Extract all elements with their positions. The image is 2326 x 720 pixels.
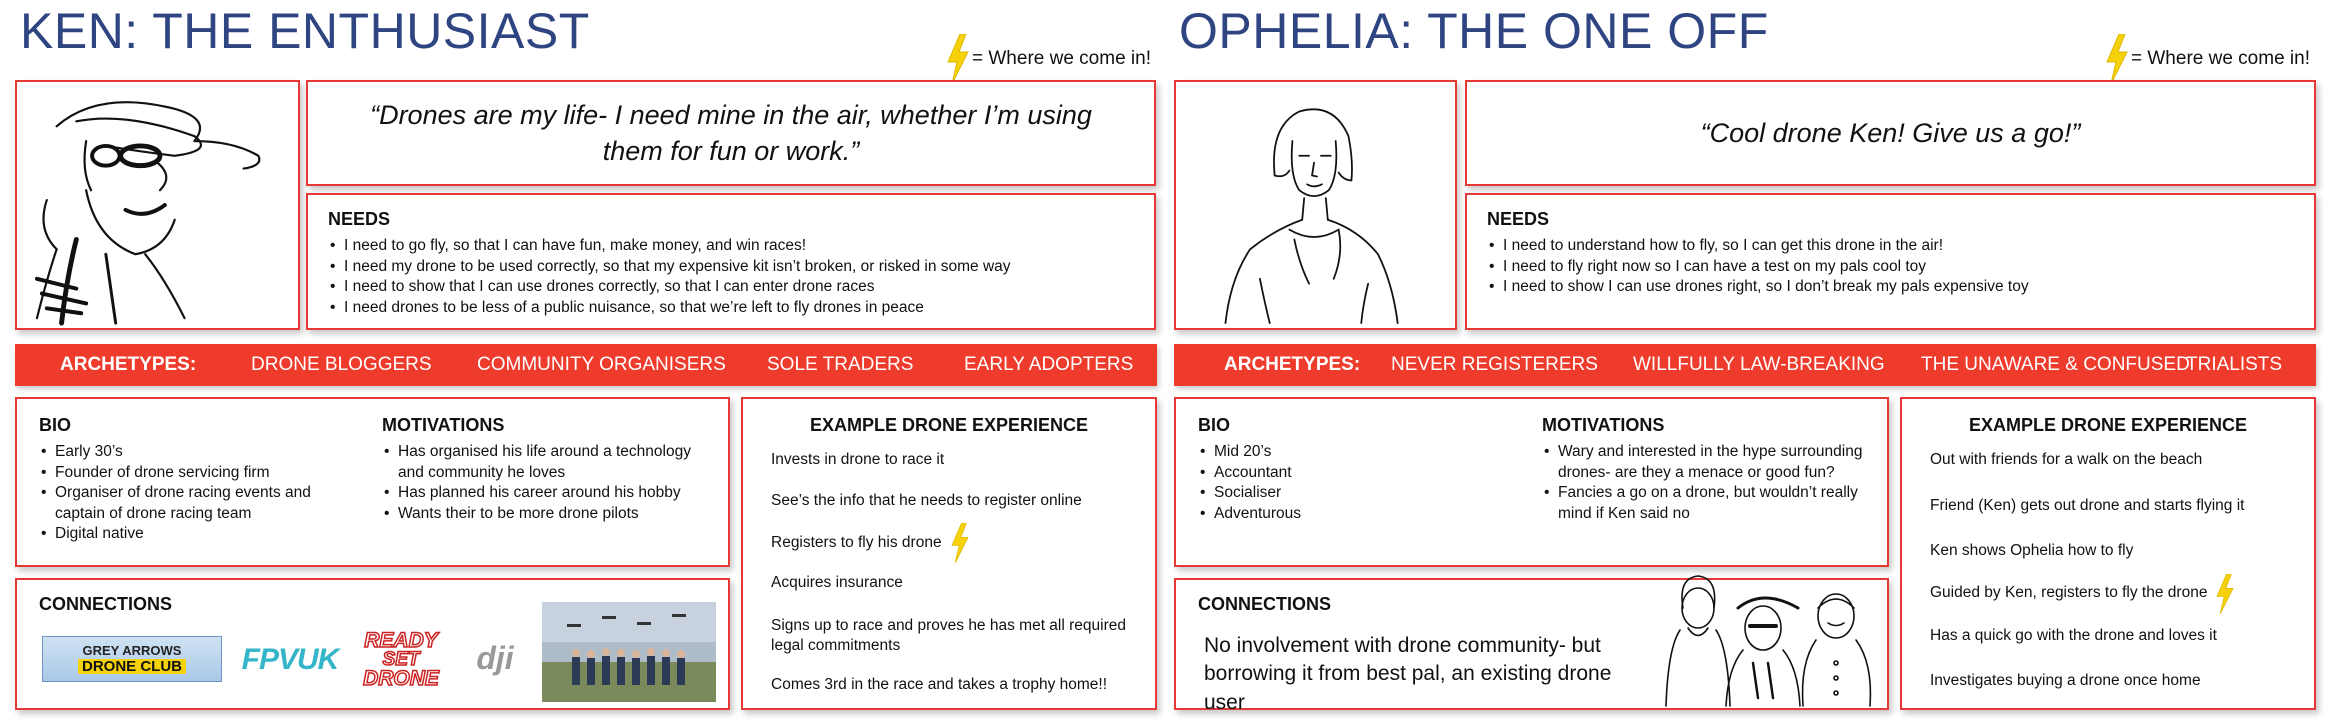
ophelia-archetypes-label: ARCHETYPES:: [1224, 354, 1361, 375]
example-step-text: Registers to fly his drone: [771, 533, 942, 551]
ophelia-motivations-list: [1542, 442, 1877, 524]
list-item: • Accountant: [1198, 463, 1478, 484]
ken-archetype: EARLY ADOPTERS: [964, 354, 1134, 375]
example-step: Investigates buying a drone once home: [1930, 672, 2201, 689]
ken-archetype: SOLE TRADERS: [767, 354, 914, 375]
logo-text: READY: [364, 629, 438, 653]
ophelia-motivations-heading: MOTIVATIONS: [1542, 415, 1665, 435]
ophelia-bio-column: [1198, 415, 1478, 524]
ken-connections-box: [15, 578, 730, 710]
ken-motivations-list: [382, 442, 717, 524]
list-item: • Wants their to be more drone pilots: [382, 504, 717, 525]
list-item: • Mid 20’s: [1198, 442, 1478, 463]
list-item: • I need to go fly, so that I can have fun, make money, and win races!: [328, 236, 1134, 257]
ken-bio-heading: BIO: [39, 415, 72, 435]
ken-bio-list: [39, 442, 329, 545]
ken-example-box: [741, 397, 1157, 710]
ken-archetypes-bar: [15, 344, 1157, 386]
ophelia-bio-box: [1174, 397, 1889, 567]
ken-portrait: [15, 80, 300, 330]
example-step: Invests in drone to race it: [771, 451, 945, 468]
ophelia-archetypes-bar: [1174, 344, 2316, 386]
example-step: [771, 523, 1127, 563]
ophelia-bio-list: [1198, 442, 1478, 524]
ken-title: KEN: THE ENTHUSIAST: [20, 3, 590, 59]
logo-text: SET: [382, 648, 420, 670]
list-item: • Early 30’s: [39, 442, 329, 463]
ophelia-quote: “Cool drone Ken! Give us a go!”: [1700, 117, 2081, 148]
example-step: Ken shows Ophelia how to fly: [1930, 542, 2134, 559]
example-step: Comes 3rd in the race and takes a trophy home!!: [771, 675, 1108, 693]
legend-text: = Where we come in!: [2131, 48, 2310, 69]
example-step: Out with friends for a walk on the beach: [1930, 451, 2203, 468]
example-step: [1930, 574, 2286, 614]
list-item: • Fancies a go on a drone, but wouldn’t really mind if Ken said no: [1542, 483, 1877, 524]
ophelia-archetype: THE UNAWARE & CONFUSED: [1921, 354, 2190, 375]
list-item: • I need to show that I can use drones correctly, so that I can enter drone races: [328, 277, 1134, 298]
ken-quote-box: [306, 80, 1156, 186]
ophelia-needs-box: [1465, 193, 2316, 330]
group-sketch-image: [1658, 568, 1888, 708]
example-step-text: Guided by Ken, registers to fly the drone: [1930, 584, 2208, 602]
ophelia-archetype: WILLFULLY LAW-BREAKING: [1633, 354, 1885, 375]
ken-archetypes-label: ARCHETYPES:: [60, 354, 197, 375]
ken-needs-box: [306, 193, 1156, 330]
list-item: • I need drones to be less of a public nuisance, so that we’re left to fly drones in peace: [328, 298, 1134, 319]
lightning-icon: [946, 34, 970, 84]
fpvuk-logo: [241, 640, 339, 680]
ophelia-connections-text: No involvement with drone community- but borrowing it from best pal, an existing drone user: [1204, 634, 1612, 714]
logo-text: FPVUK: [241, 643, 339, 676]
example-step: Friend (Ken) gets out drone and starts flying it: [1930, 496, 2245, 514]
ophelia-archetype: NEVER REGISTERERS: [1391, 354, 1598, 375]
ophelia-connections-heading: CONNECTIONS: [1198, 594, 1332, 614]
lightning-icon: [950, 523, 970, 563]
persona-ophelia: [1163, 0, 2326, 720]
ophelia-bio-heading: BIO: [1198, 415, 1231, 435]
ken-needs-list: [328, 236, 1134, 318]
ophelia-needs-heading: NEEDS: [1487, 209, 1550, 229]
list-item: • I need to show I can use drones right, so I don’t break my pals expensive toy: [1487, 277, 2294, 298]
legend: [2105, 34, 2310, 84]
ophelia-sketch-image: [1176, 82, 1455, 328]
ophelia-archetype: TRIALISTS: [2186, 354, 2283, 375]
list-item: • Adventurous: [1198, 504, 1478, 525]
list-item: • Has planned his career around his hobby: [382, 483, 717, 504]
dji-logo: [465, 638, 525, 678]
logo-text: GREY ARROWS: [82, 643, 182, 658]
list-item: • Organiser of drone racing events and captain of drone racing team: [39, 483, 329, 524]
list-item: • I need my drone to be used correctly, so that my expensive kit isn’t broken, or risked in some way: [328, 257, 1134, 278]
ken-example-heading: EXAMPLE DRONE EXPERIENCE: [809, 415, 1089, 435]
list-item: • Digital native: [39, 524, 329, 545]
ophelia-needs-list: [1487, 236, 2294, 298]
ophelia-title: OPHELIA: THE ONE OFF: [1179, 3, 1769, 59]
ken-quote: “Drones are my life- I need mine in the air, whether I’m using them for fun or work.”: [370, 99, 1092, 166]
logo-text: DRONE: [363, 667, 439, 691]
example-step: Acquires insurance: [771, 574, 903, 591]
ophelia-motivations-column: [1542, 415, 1877, 524]
ken-needs-heading: NEEDS: [328, 209, 391, 229]
ken-bio-column: [39, 415, 329, 545]
list-item: • Has organised his life around a technology and community he loves: [382, 442, 717, 483]
ready-set-drone-logo: [352, 628, 450, 692]
ken-sketch-image: [17, 82, 298, 328]
ken-connections-heading: CONNECTIONS: [39, 594, 173, 614]
grey-arrows-logo: [42, 636, 222, 682]
list-item: • Socialiser: [1198, 483, 1478, 504]
ken-archetype: DRONE BLOGGERS: [251, 354, 432, 375]
logo-text: dji: [476, 639, 514, 676]
lightning-icon: [2105, 34, 2129, 84]
list-item: • I need to fly right now so I can have a test on my pals cool toy: [1487, 257, 2294, 278]
ken-bio-box: [15, 397, 730, 567]
list-item: • Wary and interested in the hype surrounding drones- are they a menace or good fun?: [1542, 442, 1877, 483]
example-step: Signs up to race and proves he has met all required legal commitments: [771, 616, 1126, 654]
list-item: • Founder of drone servicing firm: [39, 463, 329, 484]
drone-team-photo: [542, 602, 716, 702]
ophelia-portrait: [1174, 80, 1457, 330]
ken-archetype: COMMUNITY ORGANISERS: [477, 354, 726, 375]
example-step: Has a quick go with the drone and loves it: [1930, 626, 2217, 644]
lightning-icon: [2215, 574, 2235, 614]
example-step: See’s the info that he needs to register online: [771, 491, 1082, 509]
legend: [946, 34, 1151, 84]
ken-motivations-heading: MOTIVATIONS: [382, 415, 505, 435]
logo-text: DRONE CLUB: [78, 659, 186, 674]
list-item: • I need to understand how to fly, so I can get this drone in the air!: [1487, 236, 2294, 257]
ophelia-example-heading: EXAMPLE DRONE EXPERIENCE: [1968, 415, 2248, 435]
ophelia-connections-box: [1174, 578, 1889, 714]
ophelia-example-box: [1900, 397, 2316, 710]
ken-motivations-column: [382, 415, 717, 524]
ophelia-quote-box: [1465, 80, 2316, 186]
legend-text: = Where we come in!: [972, 48, 1151, 69]
